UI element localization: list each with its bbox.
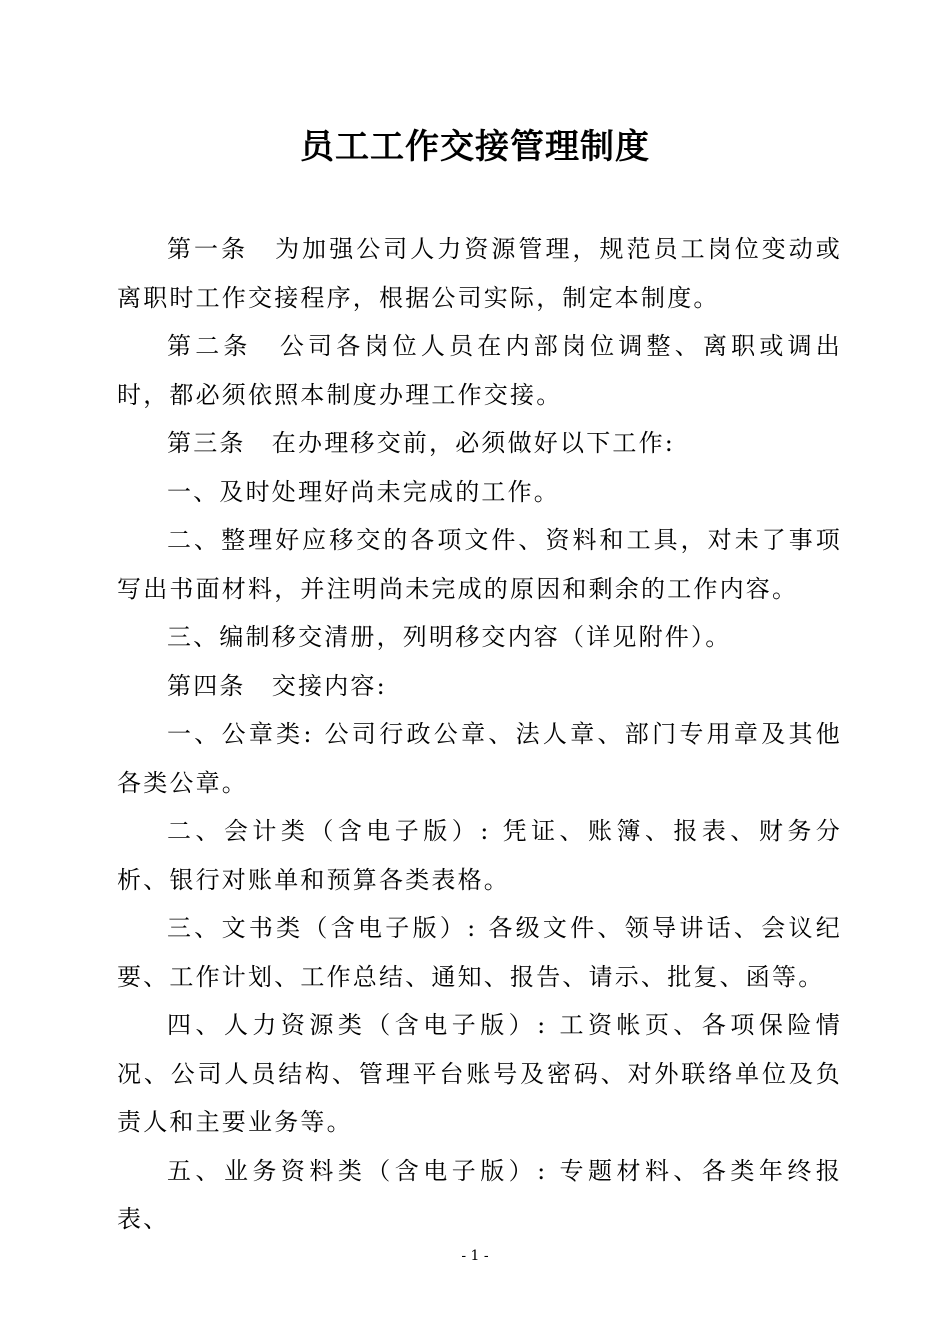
paragraph-item-4-5: 五、业务资料类（含电子版）: 专题材料、各类年终报表、	[117, 1156, 842, 1233]
paragraph-article-2: 第二条 公司各岗位人员在内部岗位调整、离职或调出时，都必须依照本制度办理工作交接。	[117, 332, 842, 409]
paragraph-item-4-1: 一、公章类: 公司行政公章、法人章、部门专用章及其他各类公章。	[117, 720, 842, 797]
page-number: - 1 -	[461, 1248, 489, 1264]
paragraph-article-4: 第四条 交接内容:	[167, 671, 387, 700]
paragraph-item-3-3: 三、编制移交清册，列明移交内容（详见附件）。	[167, 623, 732, 651]
paragraph-item-3-1: 一、及时处理好尚未完成的工作。	[167, 477, 560, 506]
paragraph-item-4-4: 四、人力资源类（含电子版）: 工资帐页、各项保险情况、公司人员结构、管理平台账号及密码、对外联络单位及负责人和主要业务等。	[117, 1011, 842, 1136]
document-body	[117, 225, 842, 1244]
paragraph-item-4-2: 二、会计类（含电子版）: 凭证、账簿、报表、财务分析、银行对账单和预算各类表格。	[117, 817, 842, 894]
paragraph-item-3-2: 二、整理好应移交的各项文件、资料和工具，对未了事项写出书面材料，并注明尚未完成的原因和剩余的工作内容。	[117, 526, 842, 603]
paragraph-article-3: 第三条 在办理移交前，必须做好以下工作:	[167, 429, 676, 457]
paragraph-article-1: 第一条 为加强公司人力资源管理，规范员工岗位变动或离职时工作交接程序，根据公司实际，制定本制度。	[117, 235, 842, 312]
page-title: 员工工作交接管理制度	[300, 127, 650, 167]
paragraph-item-4-3: 三、文书类（含电子版）: 各级文件、领导讲话、会议纪要、工作计划、工作总结、通知、报告、请示、批复、函等。	[117, 914, 842, 991]
